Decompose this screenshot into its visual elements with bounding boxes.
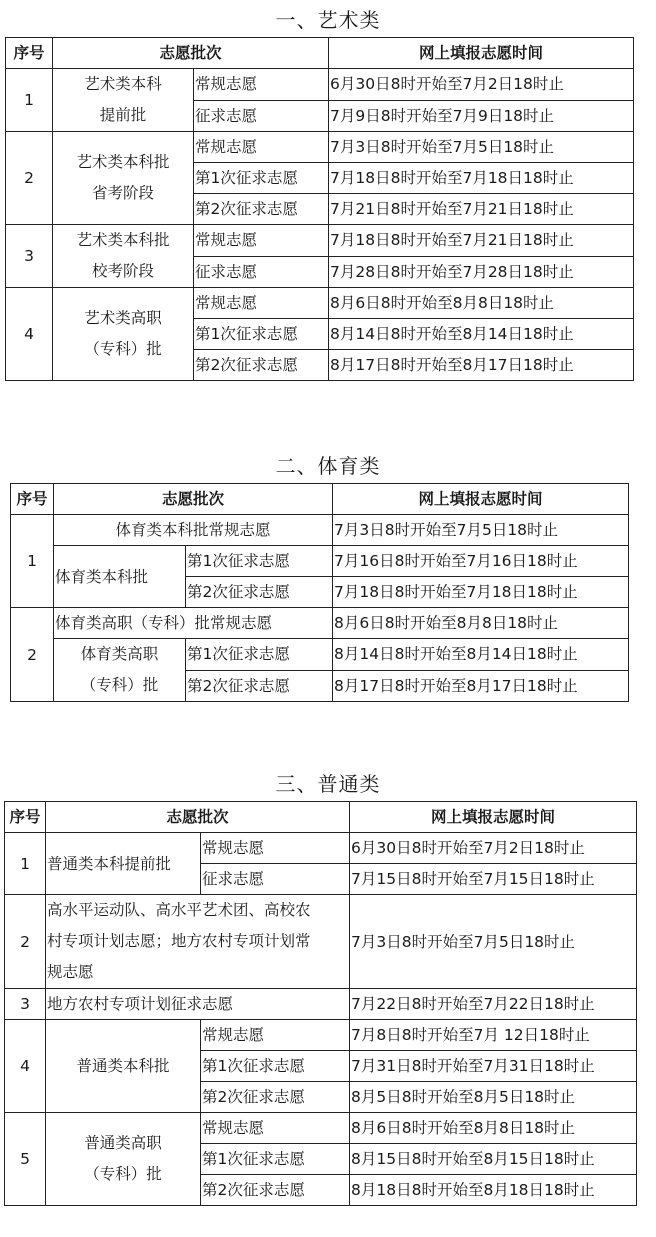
time-cell: 7月18日8时开始至7月18日18时止 bbox=[333, 577, 629, 608]
time-cell: 8月18日8时开始至8月18日18时止 bbox=[350, 1175, 637, 1206]
seq-cell: 2 bbox=[6, 132, 53, 225]
sub-batch-cell: 常规志愿 bbox=[201, 1113, 350, 1144]
time-cell: 8月17日8时开始至8月17日18时止 bbox=[333, 670, 629, 702]
batch-cell: 普通类高职 （专科）批 bbox=[46, 1113, 201, 1206]
time-cell: 7月18日8时开始至7月18日18时止 bbox=[329, 163, 634, 194]
time-cell: 8月6日8时开始至8月8日18时止 bbox=[333, 608, 629, 639]
seq-cell: 5 bbox=[5, 1113, 46, 1206]
sub-batch-cell: 第2次征求志愿 bbox=[201, 1082, 350, 1113]
header-batch: 志愿批次 bbox=[53, 38, 329, 69]
time-cell: 7月21日8时开始至7月21日18时止 bbox=[329, 194, 634, 225]
seq-cell: 1 bbox=[6, 69, 53, 132]
sports-schedule-table bbox=[10, 483, 629, 702]
sub-batch-cell: 常规志愿 bbox=[194, 225, 329, 257]
seq-cell: 3 bbox=[5, 989, 46, 1020]
header-seq: 序号 bbox=[6, 38, 53, 69]
sub-batch-cell: 第2次征求志愿 bbox=[194, 194, 329, 225]
sub-batch-cell: 征求志愿 bbox=[201, 864, 350, 895]
batch-cell: 艺术类本科批 校考阶段 bbox=[53, 225, 194, 288]
time-cell: 7月22日8时开始至7月22日18时止 bbox=[350, 989, 637, 1020]
seq-cell: 1 bbox=[11, 515, 54, 608]
batch-cell: 体育类高职（专科）批常规志愿 bbox=[54, 608, 333, 639]
seq-cell: 4 bbox=[6, 288, 53, 381]
batch-cell: 普通类本科批 bbox=[46, 1020, 201, 1113]
section-title-sports: 二、体育类 bbox=[275, 454, 381, 478]
time-cell: 7月8日8时开始至7月 12日18时止 bbox=[350, 1020, 637, 1051]
seq-cell: 4 bbox=[5, 1020, 46, 1113]
sub-batch-cell: 征求志愿 bbox=[194, 256, 329, 288]
batch-cell: 艺术类高职 （专科）批 bbox=[53, 288, 194, 381]
table-row bbox=[6, 225, 634, 257]
table-row bbox=[11, 608, 629, 639]
time-cell: 7月3日8时开始至7月5日18时止 bbox=[333, 515, 629, 546]
sub-batch-cell: 第2次征求志愿 bbox=[201, 1175, 350, 1206]
time-cell: 8月14日8时开始至8月14日18时止 bbox=[333, 639, 629, 671]
sub-batch-cell: 第1次征求志愿 bbox=[186, 546, 333, 577]
header-time: 网上填报志愿时间 bbox=[333, 484, 629, 515]
batch-cell: 体育类高职 （专科）批 bbox=[54, 639, 186, 702]
table-row bbox=[6, 288, 634, 319]
sub-batch-cell: 常规志愿 bbox=[201, 1020, 350, 1051]
time-cell: 7月31日8时开始至7月31日18时止 bbox=[350, 1051, 637, 1082]
table-row bbox=[11, 639, 629, 671]
sub-batch-cell: 第2次征求志愿 bbox=[186, 670, 333, 702]
batch-cell: 普通类本科提前批 bbox=[46, 833, 201, 895]
batch-cell: 艺术类本科 提前批 bbox=[53, 69, 194, 132]
batch-cell: 地方农村专项计划征求志愿 bbox=[46, 989, 350, 1020]
sub-batch-cell: 常规志愿 bbox=[194, 69, 329, 101]
section-title-general: 三、普通类 bbox=[275, 772, 381, 796]
table-row bbox=[11, 515, 629, 546]
batch-cell: 体育类本科批 bbox=[54, 546, 186, 608]
seq-cell: 3 bbox=[6, 225, 53, 288]
batch-cell: 艺术类本科批 省考阶段 bbox=[53, 132, 194, 225]
table-row bbox=[6, 69, 634, 101]
sub-batch-cell: 第1次征求志愿 bbox=[186, 639, 333, 671]
time-cell: 6月30日8时开始至7月2日18时止 bbox=[350, 833, 637, 864]
sub-batch-cell: 第1次征求志愿 bbox=[194, 163, 329, 194]
time-cell: 8月6日8时开始至8月8日18时止 bbox=[350, 1113, 637, 1144]
header-time: 网上填报志愿时间 bbox=[350, 802, 637, 833]
time-cell: 7月9日8时开始至7月9日18时止 bbox=[329, 100, 634, 132]
time-cell: 8月17日8时开始至8月17日18时止 bbox=[329, 350, 634, 381]
time-cell: 7月15日8时开始至7月15日18时止 bbox=[350, 864, 637, 895]
sub-batch-cell: 第1次征求志愿 bbox=[201, 1144, 350, 1175]
time-cell: 7月28日8时开始至7月28日18时止 bbox=[329, 256, 634, 288]
time-cell: 7月3日8时开始至7月5日18时止 bbox=[329, 132, 634, 163]
seq-cell: 1 bbox=[5, 833, 46, 895]
seq-cell: 2 bbox=[11, 608, 54, 702]
time-cell: 6月30日8时开始至7月2日18时止 bbox=[329, 69, 634, 101]
header-batch: 志愿批次 bbox=[54, 484, 333, 515]
batch-cell: 高水平运动队、高水平艺术团、高校农 村专项计划志愿；地方农村专项计划常 规志愿 bbox=[46, 895, 350, 989]
header-seq: 序号 bbox=[5, 802, 46, 833]
header-time: 网上填报志愿时间 bbox=[329, 38, 634, 69]
time-cell: 7月16日8时开始至7月16日18时止 bbox=[333, 546, 629, 577]
seq-cell: 2 bbox=[5, 895, 46, 989]
sub-batch-cell: 第1次征求志愿 bbox=[194, 319, 329, 350]
sub-batch-cell: 第2次征求志愿 bbox=[194, 350, 329, 381]
section-title-art: 一、艺术类 bbox=[275, 8, 381, 32]
sub-batch-cell: 第1次征求志愿 bbox=[201, 1051, 350, 1082]
time-cell: 7月18日8时开始至7月21日18时止 bbox=[329, 225, 634, 257]
sub-batch-cell: 常规志愿 bbox=[194, 132, 329, 163]
time-cell: 8月14日8时开始至8月14日18时止 bbox=[329, 319, 634, 350]
sub-batch-cell: 征求志愿 bbox=[194, 100, 329, 132]
art-schedule-table bbox=[5, 37, 634, 381]
table-row bbox=[5, 989, 637, 1020]
header-seq: 序号 bbox=[11, 484, 54, 515]
sub-batch-cell: 第2次征求志愿 bbox=[186, 577, 333, 608]
table-row bbox=[6, 132, 634, 163]
header-batch: 志愿批次 bbox=[46, 802, 350, 833]
time-cell: 8月6日8时开始至8月8日18时止 bbox=[329, 288, 634, 319]
time-cell: 8月15日8时开始至8月15日18时止 bbox=[350, 1144, 637, 1175]
table-row bbox=[11, 546, 629, 577]
sub-batch-cell: 常规志愿 bbox=[194, 288, 329, 319]
time-cell: 7月3日8时开始至7月5日18时止 bbox=[350, 895, 637, 989]
batch-cell: 体育类本科批常规志愿 bbox=[54, 515, 333, 546]
table-row bbox=[5, 1020, 637, 1051]
table-row bbox=[5, 1113, 637, 1144]
general-schedule-table bbox=[4, 801, 637, 1206]
table-row bbox=[5, 833, 637, 864]
table-row bbox=[5, 895, 637, 989]
sub-batch-cell: 常规志愿 bbox=[201, 833, 350, 864]
time-cell: 8月5日8时开始至8月5日18时止 bbox=[350, 1082, 637, 1113]
